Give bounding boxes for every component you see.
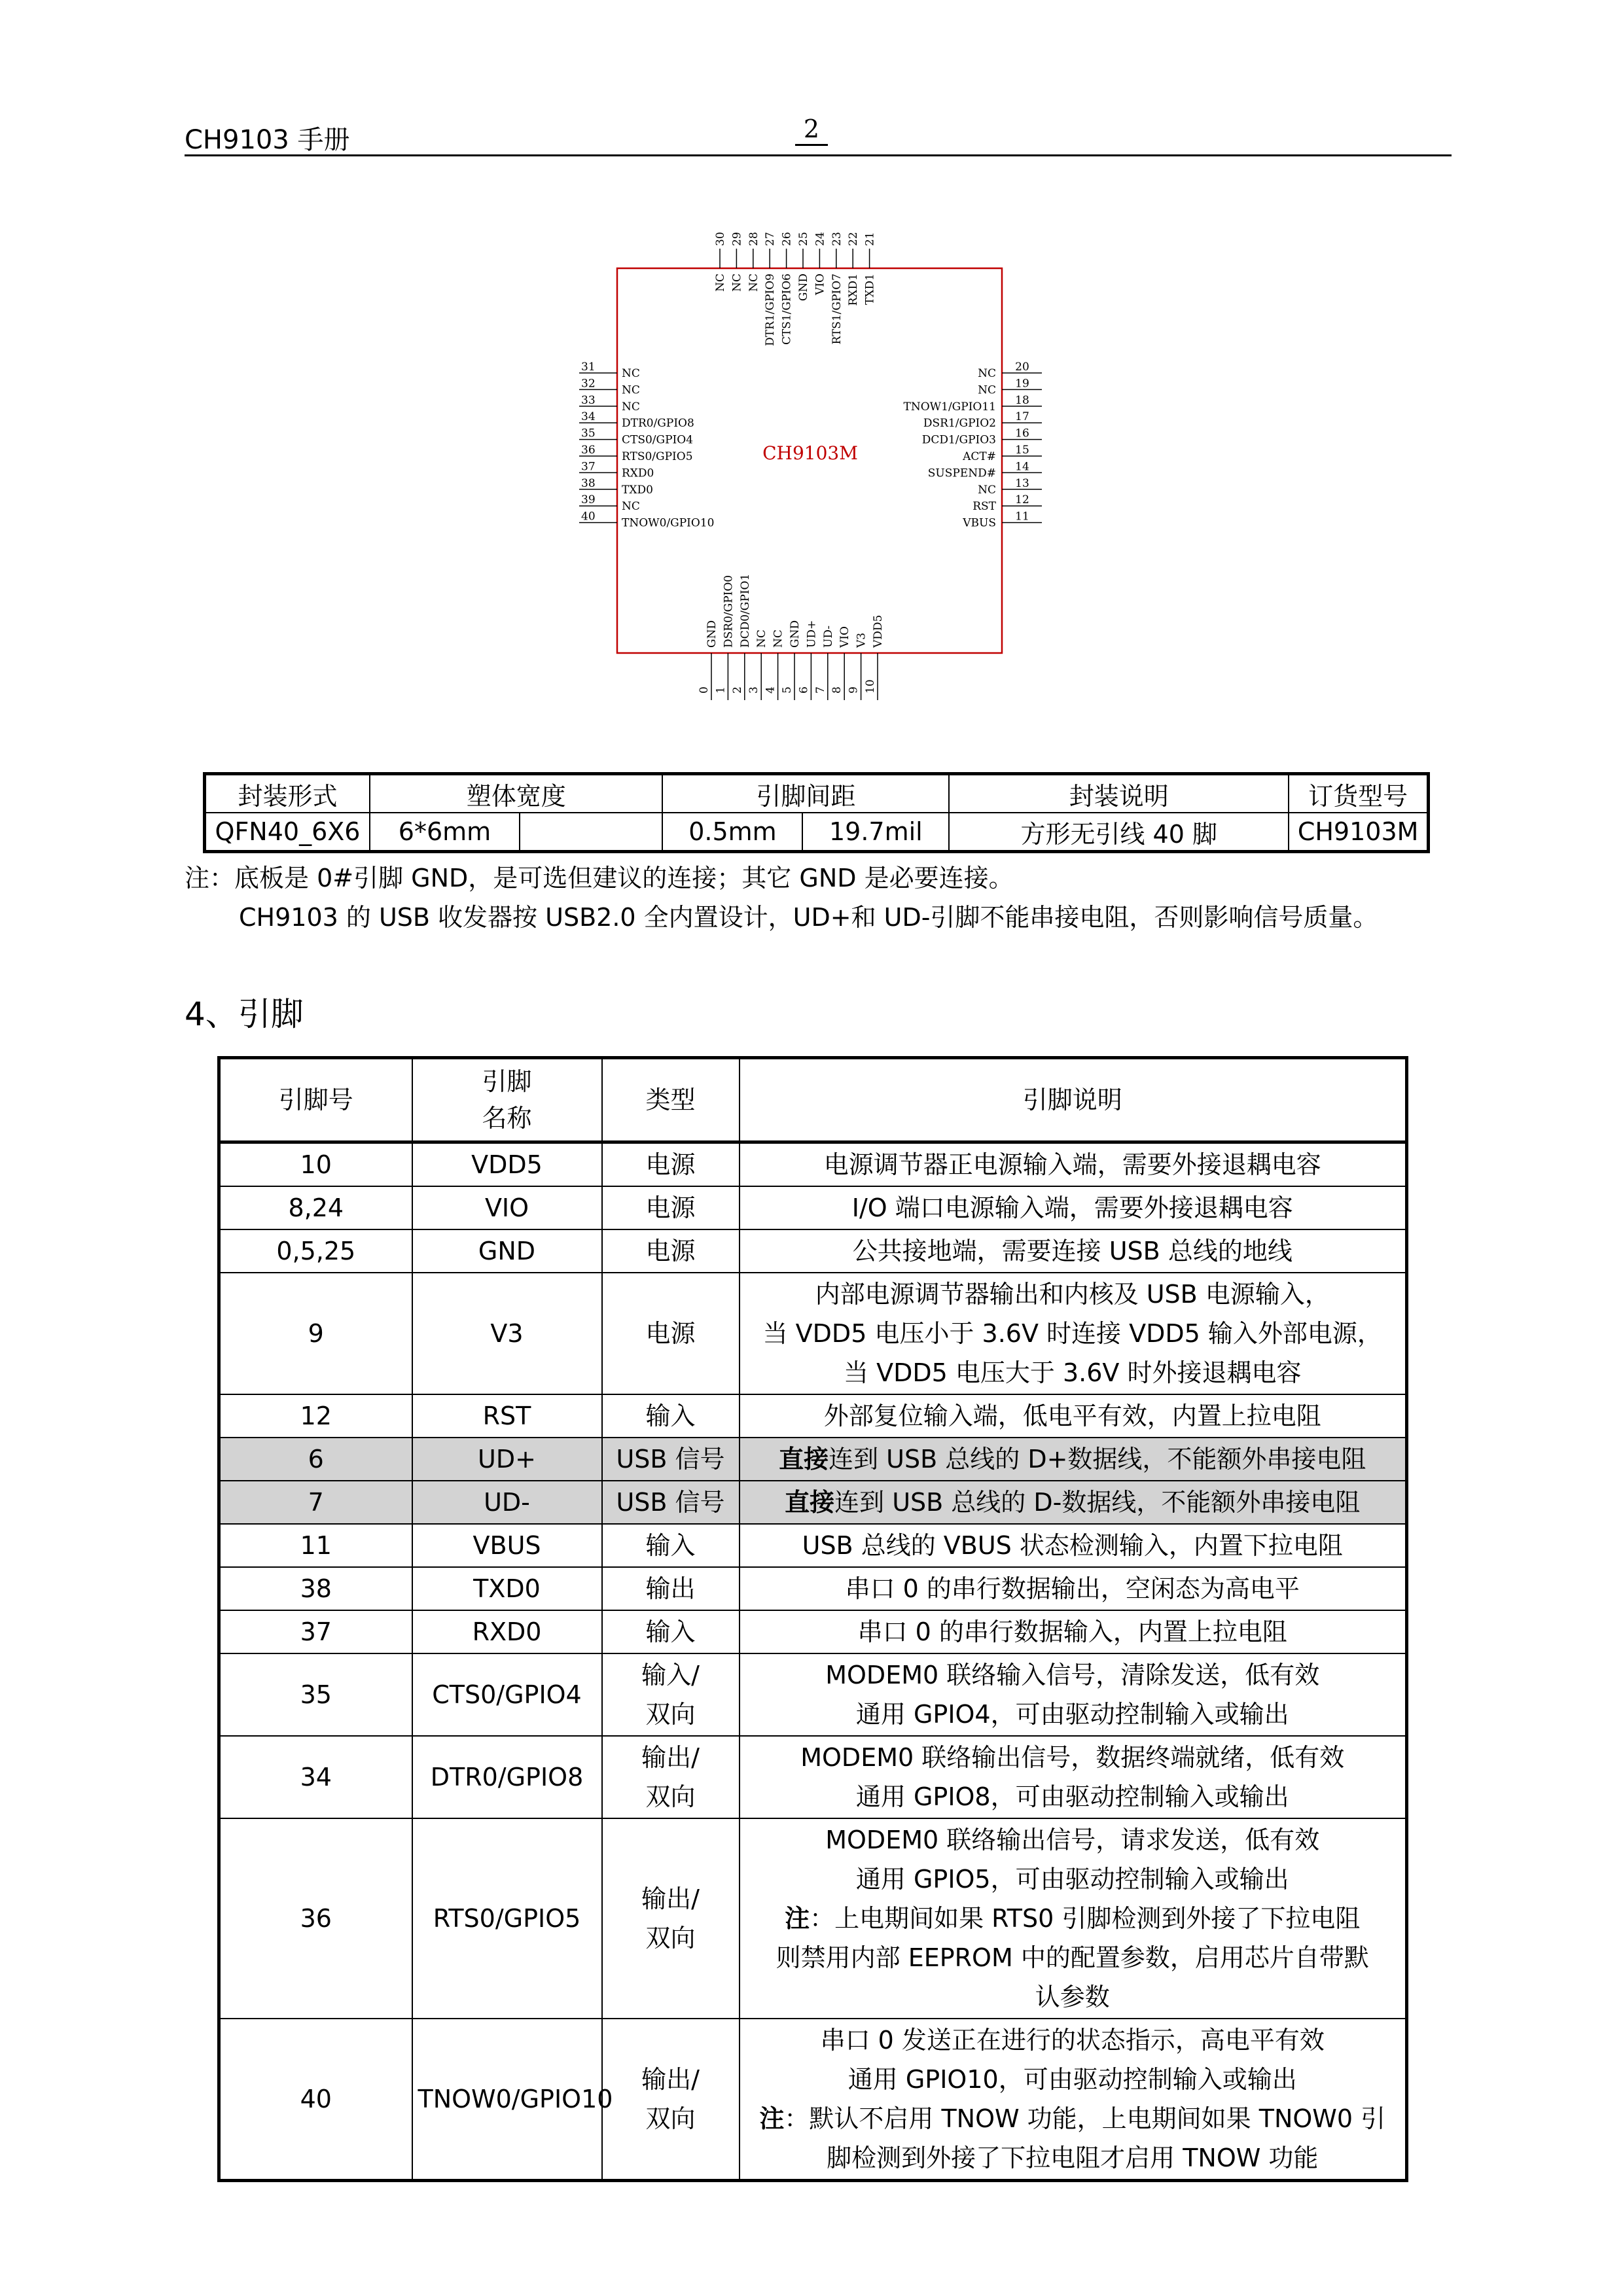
pin-number-cell: 9 — [219, 1273, 412, 1394]
pin-type-text: 电源 — [645, 1237, 696, 1265]
package-desc: 方形无引线 40 脚 — [949, 813, 1289, 852]
pin-type-cell — [602, 1481, 740, 1524]
pin-name-cell: VBUS — [412, 1524, 602, 1567]
pin-row — [219, 1481, 1407, 1524]
pin-name-cell: RTS0/GPIO5 — [412, 1818, 602, 2019]
pin-type-cell — [602, 2019, 740, 2181]
pin-number: 10 — [864, 679, 877, 694]
pin-type-text: 输入 — [645, 1617, 696, 1646]
col-header-name-line1: 引脚 — [482, 1067, 532, 1096]
pin-name-cell: UD- — [412, 1481, 602, 1524]
pin-desc-line: 通用 GPIO8，可由驱动控制输入或输出 — [855, 1782, 1289, 1811]
package-note-1: 注：底板是 0#引脚 GND，是可选但建议的连接；其它 GND 是必要连接。 — [185, 864, 1014, 892]
right-pins — [904, 361, 1042, 530]
pin-desc-cell — [740, 1610, 1407, 1653]
pin-label: UD- — [821, 625, 835, 648]
pin-row — [219, 1818, 1407, 2019]
pin-desc-line: 当 VDD5 电压小于 3.6V 时连接 VDD5 输入外部电源， — [762, 1319, 1382, 1348]
pin-number-cell: 7 — [219, 1481, 412, 1524]
pin-number: 2 — [730, 686, 744, 694]
pin-note-line: ：默认不启用 TNOW 功能，上电期间如果 TNOW0 引 — [784, 2104, 1386, 2133]
pin-label: NC — [730, 274, 744, 292]
pin-desc-cell — [740, 1736, 1407, 1818]
pin-type-text: 输入 — [645, 1531, 696, 1560]
pin-label: VIO — [813, 274, 827, 295]
pin-label: RXD1 — [847, 274, 861, 306]
pin-desc-cell — [740, 1273, 1407, 1394]
pin-type-cell — [602, 1653, 740, 1736]
pin-desc-cell — [740, 2019, 1407, 2181]
pin-type-text: 输出/ — [641, 1743, 700, 1772]
pin-label: NC — [978, 483, 996, 497]
pin-label: GND — [705, 620, 719, 648]
pin-number: 9 — [847, 686, 861, 694]
pin-desc-cell — [740, 1186, 1407, 1229]
pin-type-text: 输出 — [645, 1574, 696, 1603]
pin-desc-cell — [740, 1229, 1407, 1273]
pin-type-cell — [602, 1610, 740, 1653]
pin-type-text: USB 信号 — [616, 1488, 725, 1517]
pin-number: 40 — [581, 510, 596, 523]
left-pins — [579, 361, 714, 530]
pin-number-cell: 11 — [219, 1524, 412, 1567]
pin-number: 12 — [1015, 493, 1029, 507]
pin-number: 23 — [830, 232, 844, 246]
pin-type-text: 输入/ — [641, 1661, 700, 1689]
pin-desc-emphasis: 直接 — [785, 1488, 835, 1517]
pin-name-cell: RST — [412, 1394, 602, 1438]
pin-desc-line: 串口 0 的串行数据输出，空闲态为高电平 — [845, 1574, 1300, 1603]
pin-number-cell: 36 — [219, 1818, 412, 2019]
col-header-name — [412, 1058, 602, 1142]
pin-label: RST — [972, 500, 996, 514]
pin-desc-cell — [740, 1394, 1407, 1438]
pin-number: 20 — [1015, 361, 1029, 374]
pin-number: 4 — [764, 686, 777, 694]
package-header-cell: 引脚间距 — [662, 774, 949, 813]
pin-row — [219, 1142, 1407, 1187]
pin-type-cell — [602, 1273, 740, 1394]
pin-type-cell — [602, 1818, 740, 2019]
pin-label: CTS0/GPIO4 — [622, 433, 694, 447]
pin-number: 15 — [1015, 444, 1029, 457]
pin-desc-line: 连到 USB 总线的 D-数据线，不能额外串接电阻 — [834, 1488, 1361, 1517]
pin-number: 7 — [813, 686, 827, 694]
pin-note-line: 脚检测到外接了下拉电阻才启用 TNOW 功能 — [827, 2144, 1319, 2172]
pin-number: 33 — [581, 393, 596, 407]
pin-number: 16 — [1015, 427, 1029, 440]
package-width: 6*6mm — [370, 813, 520, 852]
pin-note-line: ：上电期间如果 RTS0 引脚检测到外接了下拉电阻 — [810, 1904, 1361, 1933]
pin-label: GND — [789, 620, 802, 648]
pin-number-cell: 6 — [219, 1438, 412, 1481]
pin-type-cell — [602, 1186, 740, 1229]
pin-table — [217, 1056, 1408, 2182]
package-header-row — [205, 774, 1429, 813]
pin-label: NC — [622, 367, 640, 380]
pin-type-text: USB 信号 — [616, 1445, 725, 1474]
pin-number-cell: 40 — [219, 2019, 412, 2181]
pin-type-cell — [602, 1394, 740, 1438]
pin-desc-line: 通用 GPIO10，可由驱动控制输入或输出 — [847, 2065, 1297, 2094]
pin-type-text: 输出/ — [641, 1884, 700, 1913]
col-header-type: 类型 — [602, 1058, 740, 1142]
pin-desc-emphasis: 直接 — [779, 1445, 829, 1474]
pin-desc-line: 外部复位输入端，低电平有效，内置上拉电阻 — [823, 1402, 1321, 1430]
pin-number: 39 — [581, 493, 596, 507]
pin-label: VBUS — [963, 516, 996, 530]
pin-number: 32 — [581, 377, 596, 391]
pin-name-cell: TNOW0/GPIO10 — [412, 2019, 602, 2181]
pin-table-header-row — [219, 1058, 1407, 1142]
pin-label: NC — [622, 383, 640, 397]
pin-number-cell: 10 — [219, 1142, 412, 1187]
pin-desc-line: USB 总线的 VBUS 状态检测输入，内置下拉电阻 — [802, 1531, 1343, 1560]
pin-number: 35 — [581, 427, 596, 440]
pin-row — [219, 2019, 1407, 2181]
pin-number: 24 — [813, 232, 827, 246]
pin-number: 3 — [747, 686, 761, 694]
pin-desc-cell — [740, 1524, 1407, 1567]
pin-number: 18 — [1015, 393, 1029, 407]
pin-label: TNOW0/GPIO10 — [622, 516, 715, 530]
pin-note-line: 认参数 — [1035, 1983, 1110, 2011]
pin-name-cell: VDD5 — [412, 1142, 602, 1187]
pin-note-line: 则禁用内部 EEPROM 中的配置参数，启用芯片自带默 — [776, 1943, 1369, 1972]
section-title: 4、引脚 — [185, 995, 304, 1033]
pin-number-cell: 0,5,25 — [219, 1229, 412, 1273]
pin-label: NC — [747, 274, 760, 292]
chip-name: CH9103M — [762, 442, 858, 464]
pin-type-cell — [602, 1736, 740, 1818]
pin-number: 13 — [1015, 476, 1029, 490]
pin-type-cell — [602, 1142, 740, 1187]
pin-number-cell: 12 — [219, 1394, 412, 1438]
package-form: QFN40_6X6 — [205, 813, 370, 852]
pin-type-text: 双向 — [645, 1700, 696, 1729]
pin-label: NC — [755, 629, 769, 648]
pin-row — [219, 1524, 1407, 1567]
pin-type-text: 输出/ — [641, 2065, 700, 2094]
pin-name-cell: GND — [412, 1229, 602, 1273]
pin-label: DCD0/GPIO1 — [738, 573, 752, 648]
pin-desc-line: MODEM0 联络输出信号，请求发送，低有效 — [825, 1826, 1320, 1854]
pin-name-cell: DTR0/GPIO8 — [412, 1736, 602, 1818]
pin-desc-cell — [740, 1818, 1407, 2019]
pin-desc-cell — [740, 1653, 1407, 1736]
pin-type-text: 双向 — [645, 1924, 696, 1952]
pin-number: 38 — [581, 476, 596, 490]
pin-label: NC — [772, 629, 785, 648]
pin-label: DTR0/GPIO8 — [622, 417, 694, 431]
pin-number-cell: 35 — [219, 1653, 412, 1736]
pin-row — [219, 1438, 1407, 1481]
pin-label: NC — [978, 383, 996, 397]
pin-label: DTR1/GPIO9 — [764, 274, 777, 346]
pin-number: 36 — [581, 444, 596, 457]
pin-number: 31 — [581, 361, 596, 374]
pin-desc-cell — [740, 1481, 1407, 1524]
pin-row — [219, 1273, 1407, 1394]
pin-name-cell: UD+ — [412, 1438, 602, 1481]
header-title: CH9103 手册 — [185, 125, 350, 155]
pin-number: 34 — [581, 410, 596, 424]
pin-desc-line: 内部电源调节器输出和内核及 USB 电源输入， — [815, 1280, 1330, 1309]
pin-number: 29 — [730, 232, 744, 246]
pin-label: CTS1/GPIO6 — [780, 274, 794, 345]
pin-number: 30 — [714, 232, 727, 246]
pin-type-text: 双向 — [645, 2104, 696, 2133]
pin-label: NC — [714, 274, 727, 292]
pin-number: 26 — [780, 232, 794, 246]
pin-type-text: 电源 — [645, 1319, 696, 1348]
header-rule — [185, 154, 1452, 156]
pin-desc-line: MODEM0 联络输入信号，清除发送，低有效 — [825, 1661, 1320, 1689]
pin-desc-line: 电源调节器正电源输入端，需要外接退耦电容 — [823, 1150, 1321, 1179]
pin-label: ACT# — [963, 450, 996, 463]
pin-type-text: 输入 — [645, 1402, 696, 1430]
pin-number: 22 — [847, 232, 861, 246]
col-header-num: 引脚号 — [219, 1058, 412, 1142]
pin-desc-line: 通用 GPIO5，可由驱动控制输入或输出 — [855, 1865, 1289, 1894]
pin-desc-line: 串口 0 发送正在进行的状态指示，高电平有效 — [820, 2026, 1325, 2055]
pin-number-cell: 34 — [219, 1736, 412, 1818]
pin-label: NC — [622, 400, 640, 414]
pin-number-cell: 37 — [219, 1610, 412, 1653]
pin-row — [219, 1610, 1407, 1653]
pin-number: 27 — [764, 232, 777, 246]
pin-number: 14 — [1015, 460, 1029, 474]
pin-label: DSR0/GPIO0 — [722, 574, 736, 648]
package-pitch-mm: 0.5mm — [662, 813, 802, 852]
pin-name-cell: VIO — [412, 1186, 602, 1229]
pin-row — [219, 1653, 1407, 1736]
pin-number: 8 — [830, 686, 844, 694]
page-number: 2 — [795, 115, 828, 146]
pin-number: 1 — [714, 686, 728, 694]
pin-label: VIO — [838, 626, 852, 648]
pin-label: GND — [797, 274, 810, 302]
pin-table-body — [219, 1142, 1407, 2181]
pin-desc-line: I/O 端口电源输入端，需要外接退耦电容 — [851, 1193, 1293, 1222]
pin-desc-cell — [740, 1142, 1407, 1187]
package-pitch-mil: 19.7mil — [802, 813, 949, 852]
pin-type-cell — [602, 1229, 740, 1273]
pin-number: 17 — [1015, 410, 1029, 424]
pin-desc-line: 串口 0 的串行数据输入，内置上拉电阻 — [857, 1617, 1287, 1646]
pin-number: 5 — [781, 686, 794, 694]
pin-label: UD+ — [805, 620, 819, 648]
col-header-desc: 引脚说明 — [740, 1058, 1407, 1142]
pin-number: 37 — [581, 460, 596, 474]
top-pins — [714, 232, 877, 345]
pin-number-cell: 8,24 — [219, 1186, 412, 1229]
pin-label: TNOW1/GPIO11 — [903, 400, 996, 414]
pin-desc-line: 通用 GPIO4，可由驱动控制输入或输出 — [855, 1700, 1289, 1729]
pin-desc-cell — [740, 1567, 1407, 1610]
pin-label: NC — [622, 500, 640, 514]
pin-number: 6 — [797, 686, 811, 694]
pin-label: RXD0 — [622, 467, 654, 480]
pin-note-label: 注 — [785, 1904, 810, 1933]
pin-row — [219, 1567, 1407, 1610]
pin-desc-line: 当 VDD5 电压大于 3.6V 时外接退耦电容 — [844, 1358, 1302, 1387]
package-header-cell: 封装说明 — [949, 774, 1289, 813]
pin-label: DCD1/GPIO3 — [921, 433, 996, 447]
pin-label: V3 — [855, 632, 868, 648]
pin-number-cell: 38 — [219, 1567, 412, 1610]
pin-number: 11 — [1015, 510, 1029, 523]
pin-row — [219, 1736, 1407, 1818]
pin-desc-line: MODEM0 联络输出信号，数据终端就绪，低有效 — [800, 1743, 1345, 1772]
pin-row — [219, 1186, 1407, 1229]
package-order: CH9103M — [1289, 813, 1428, 852]
package-data-row — [205, 813, 1429, 852]
pin-name-cell: RXD0 — [412, 1610, 602, 1653]
pin-desc-line: 公共接地端，需要连接 USB 总线的地线 — [852, 1237, 1293, 1265]
pin-name-cell: V3 — [412, 1273, 602, 1394]
pin-row — [219, 1394, 1407, 1438]
pin-note-label: 注 — [759, 2104, 785, 2133]
package-note-2: CH9103 的 USB 收发器按 USB2.0 全内置设计，UD+和 UD-引脚不能串接电阻，否则影响信号质量。 — [239, 903, 1378, 932]
bottom-pins — [698, 574, 885, 700]
pin-type-cell — [602, 1438, 740, 1481]
pin-desc-cell — [740, 1438, 1407, 1481]
pin-desc-line: 连到 USB 总线的 D+数据线，不能额外串接电阻 — [829, 1445, 1366, 1474]
pin-number: 28 — [747, 232, 760, 246]
pin-type-cell — [602, 1567, 740, 1610]
pin-label: NC — [978, 367, 996, 380]
package-table — [203, 772, 1430, 853]
pin-name-cell: TXD0 — [412, 1567, 602, 1610]
pin-label: TXD1 — [863, 273, 877, 305]
pin-label: DSR1/GPIO2 — [923, 417, 996, 431]
package-width-extra — [520, 813, 662, 852]
pin-row — [219, 1229, 1407, 1273]
col-header-name-line2: 名称 — [482, 1104, 532, 1133]
pin-type-text: 电源 — [645, 1193, 696, 1222]
pin-number: 21 — [863, 232, 877, 246]
pin-number: 0 — [698, 686, 711, 694]
pin-label: RTS0/GPIO5 — [622, 450, 693, 463]
pin-number: 25 — [797, 232, 810, 246]
package-header-cell: 封装形式 — [205, 774, 370, 813]
pin-type-text: 双向 — [645, 1782, 696, 1811]
package-header-cell: 订货型号 — [1289, 774, 1428, 813]
pin-label: RTS1/GPIO7 — [830, 274, 844, 345]
pin-type-text: 电源 — [645, 1150, 696, 1179]
pin-name-cell: CTS0/GPIO4 — [412, 1653, 602, 1736]
pin-label: TXD0 — [622, 483, 653, 497]
pin-type-cell — [602, 1524, 740, 1567]
pinout-diagram — [556, 222, 1093, 707]
package-header-cell: 塑体宽度 — [370, 774, 662, 813]
pin-label: SUSPEND# — [927, 467, 996, 480]
pin-number: 19 — [1015, 377, 1029, 391]
pin-label: VDD5 — [872, 614, 885, 648]
